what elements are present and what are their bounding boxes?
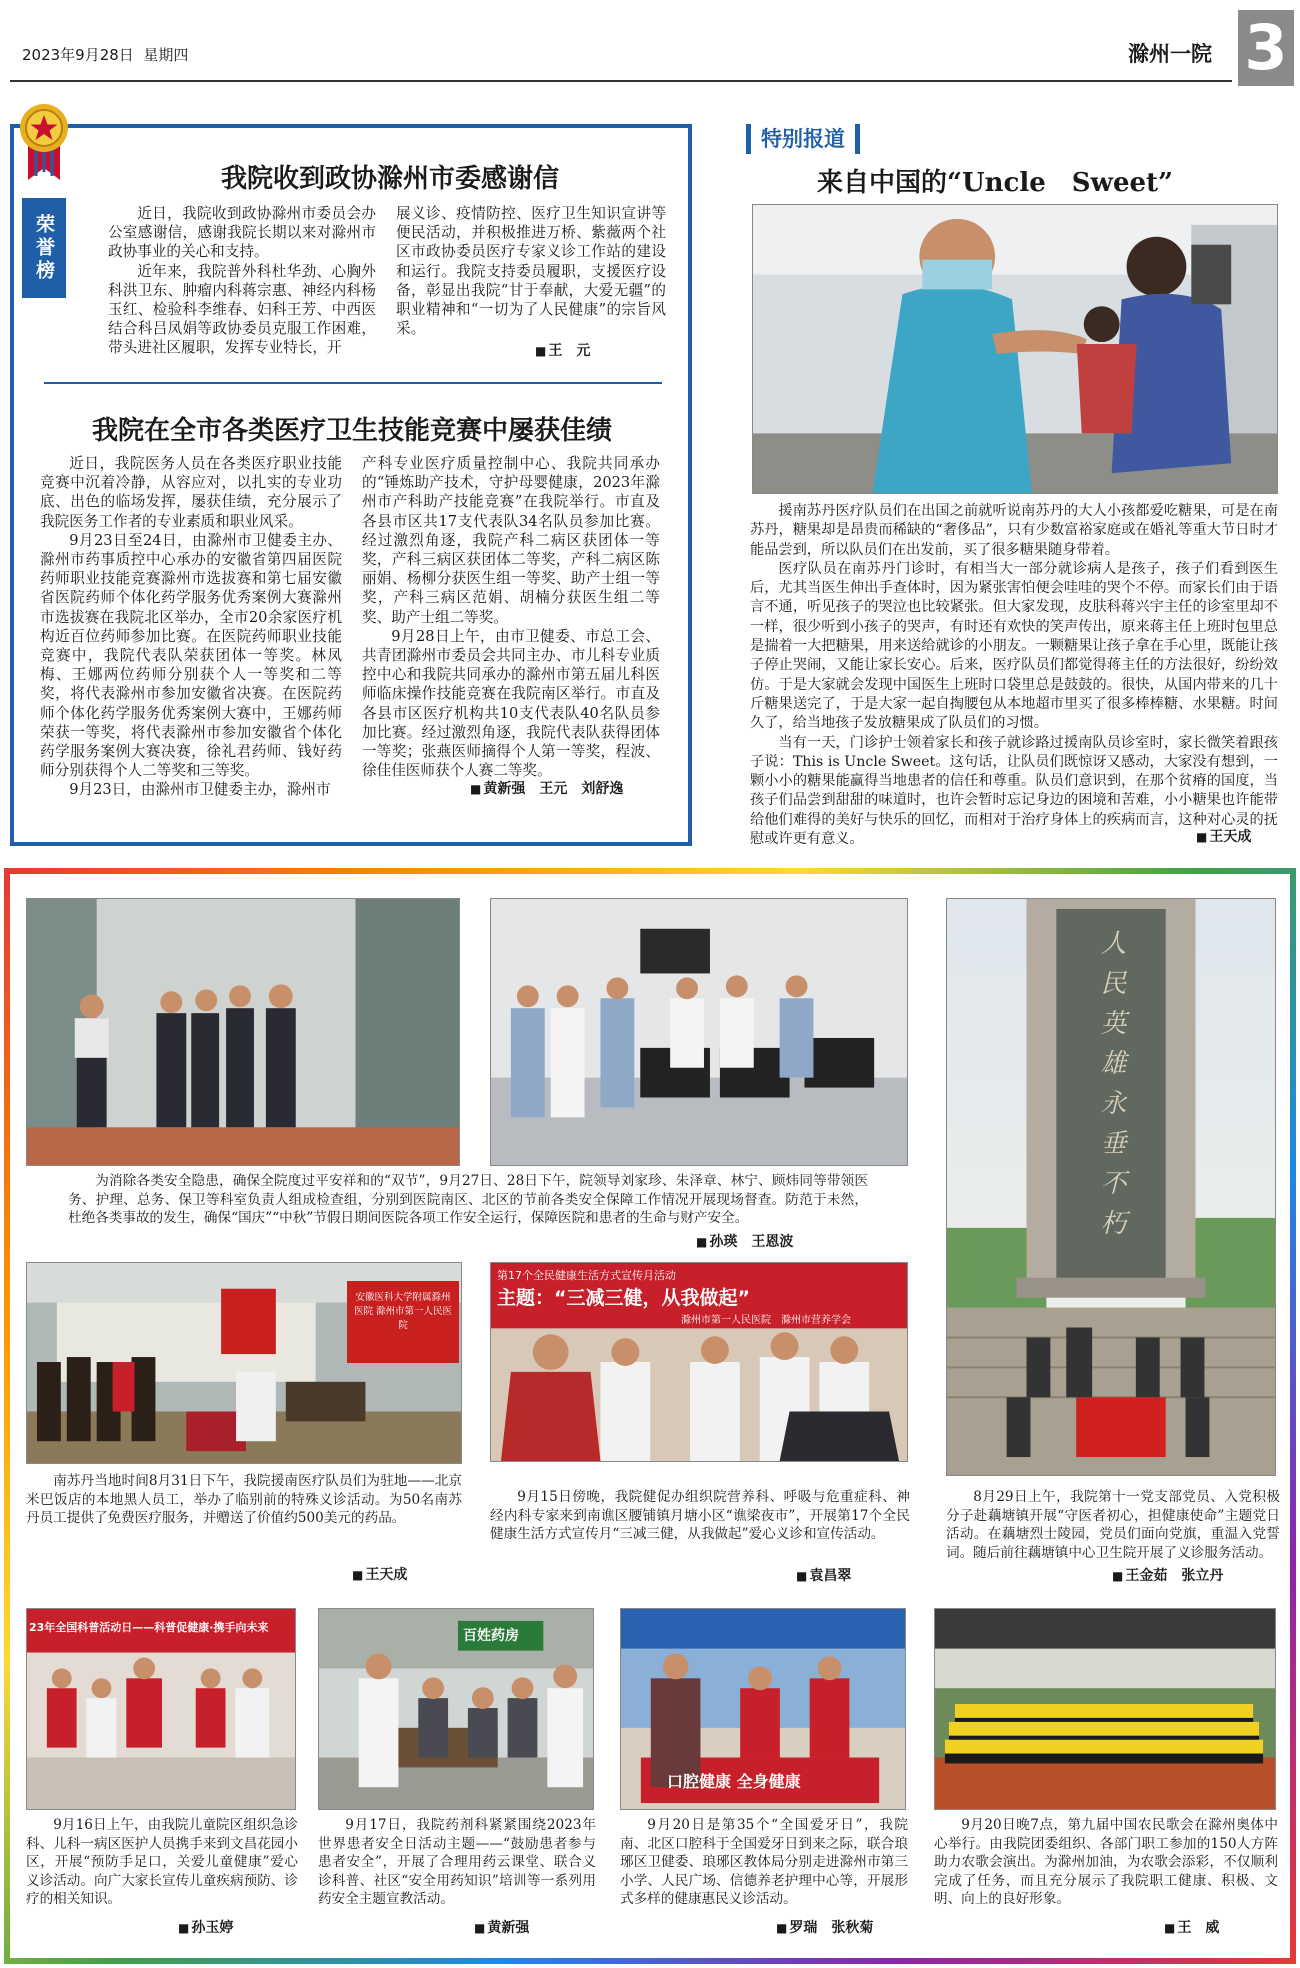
banner-child-clinic: 23年全国科普活动日——科普促健康·携手向未来 [29,1621,269,1634]
byline-special: ■ 王天成 [1196,826,1251,846]
byline-safety-check: ■ 孙瑛 王恩波 [696,1231,793,1251]
banner-dental: 口腔健康 全身健康 [667,1772,801,1791]
byline-child-clinic: ■ 孙玉婷 [178,1917,233,1937]
photo-safety-check-power-room [26,898,460,1166]
photo-doctor-child [752,204,1278,494]
paragraph: 当有一天，门诊护士领着家长和孩子就诊路过援南队员诊室时，家长微笑着跟孩子说：This is Uncle Sweet。这句话，让队员们既惊讶又感动，大家没有想到，一颗小小的糖果能赢得当地患者的信任和尊重。队员们意识到，在那个贫瘠的国度，当孩子们品尝到甜甜的味道时，也许会暂时忘记身边的困境和苦难，小小糖果也许能带给他们难得的美好与快乐的回忆，而相对于治疗身体上的疾病而言，这种对心灵的抚慰或许更有意义。 [750,734,1278,848]
article-contest-col2 [362,454,660,780]
issue-weekday: 星期四 [143,46,189,64]
byline-health-campaign: ■ 袁昌翠 [796,1565,851,1585]
caption-safety-check: 为消除各类安全隐患，确保全院度过平安祥和的“双节”，9月27日、28日下午，院领导刘家珍、朱泽章、林宁、顾炜同等带领医务、护理、总务、保卫等科室负责人组成检查组，分别到医院南区、北区的节前各类安全保障工作情况开展现场督查。防范于未然，杜绝各类事故的发生，确保“国庆”“中秋”节假日期间医院各项工作安全运行，保障医院和患者的生命与财产安全。 [68,1173,868,1227]
paragraph: 9月23日，由滁州市卫健委主办，滁州市 [69,781,331,799]
caption-health-campaign: 9月15日傍晚，我院健促办组织院营养科、呼吸与危重症科、神经内科专家来到南谯区腰铺镇月塘小区“谯梁夜市”，开展第17个全民健康生活方式宣传月“三减三健，从我做起”爱心义诊和宣传活动。 [490,1489,910,1543]
paragraph: 近日，我院收到政协滁州市委员会办公室感谢信，感谢我院长期以来对滁州市政协事业的关心和支持。 [108,205,376,261]
caption-child-clinic: 9月16日上午，由我院儿童院区组织急诊科、儿科一病区医护人员携手来到文昌花园小区，开展“预防手足口，关爱儿童健康”爱心义诊活动。向广大家长宣传儿童疾病预防、诊疗的相关知识。 [26,1817,298,1908]
banner-sudan: 安徽医科大学附属滁州医院 滁州市第一人民医院 [347,1281,459,1363]
honor-ribbon [18,102,70,302]
byline-pharmacy-event: ■ 黄新强 [474,1917,529,1937]
byline-farmer-song: ■ 王 威 [1164,1917,1219,1937]
caption-pharmacy-event: 9月17日，我院药剂科紧紧围绕2023年世界患者安全日活动主题——“鼓励患者参与患者安全”，开展了合理用药云课堂、联合义诊科普、社区“安全用药知识”培训等一系列用药安全主题宣教活动。 [318,1817,596,1908]
article-contest-col1 [40,454,342,800]
special-tag-label: 特别报道 [761,127,845,151]
caption-dental-day: 9月20日是第35个“全国爱牙日”，我院南、北区口腔科于全国爱牙日到来之际，联合琅琊区卫健委、琅琊区教体局分别走进滁州市第三小学、人民广场、信德养老护理中心等，开展形式多样的健康惠民义诊活动。 [620,1817,908,1908]
honor-badge: 荣誉榜 [22,198,66,298]
paragraph: 医疗队员在南苏丹门诊时，有相当大一部分就诊病人是孩子，孩子们看到医生后，尤其当医生伸出手查体时，因为紧张害怕便会哇哇的哭个不停。而家长们由于语言不通，听见孩子的哭泣也比较紧张。但大家发现，皮肤科蒋兴宇主任的诊室里却不一样，很少听到小孩子的哭声，有时还有欢快的笑声传出，原来蒋主任上班时包里总是揣着一大把糖果，用来送给就诊的小朋友。一颗糖果让孩子拿在手心里，既能让孩子停止哭闹，又能让家长安心。后来，医疗队员们都觉得蒋主任的方法很好，纷纷效仿。于是大家就会发现中国医生上班时口袋里总是鼓鼓的。很快，从国内带来的几十斤糖果送完了，于是大家一起自掏腰包从本地超市里买了很多棒棒糖、水果糖。时间久了，给当地孩子发放糖果成了队员们的习惯。 [750,560,1278,732]
issue-date: 2023年9月28日 [22,46,134,64]
article-cppcc-col2 [396,204,666,338]
caption-party-day: 8月29日上午，我院第十一党支部党员、入党积极分子赴藕塘镇开展“守医者初心，担健康使命”主题党日活动。在藕塘烈士陵园，党员们面向党旗，重温入党誓词。随后前往藕塘镇中心卫生院开展了义诊服务活动。 [946,1489,1280,1561]
article-title-contest: 我院在全市各类医疗卫生技能竞赛中屡获佳绩 [91,416,612,446]
photo-pharmacy-event [318,1608,594,1810]
section-divider [44,382,662,384]
photo-dental-day [620,1608,906,1810]
paragraph: 援南苏丹医疗队员们在出国之前就听说南苏丹的大人小孩都爱吃糖果，可是在南苏丹，糖果却是昂贵而稀缺的“奢侈品”，只有少数富裕家庭或在婚礼等重大节日时才能品尝到，所以队员们在出发前，买了很多糖果随身带着。 [750,503,1278,558]
paragraph: 近年来，我院普外科杜华劲、心胸外科洪卫东、肿瘤内科蒋宗惠、神经内科杨玉红、检验科李维春、妇科王芳、中西医结合科吕凤娟等政协委员克服工作困难，带头进社区履职，发挥专业特长，开 [108,262,376,357]
special-body [750,502,1278,849]
byline-party-day: ■ 王金茹 张立丹 [1112,1565,1223,1585]
caption-sudan-clinic: 南苏丹当地时间8月31日下午，我院援南医疗队员们为驻地——北京米巴饭店的本地黑人员工，举办了临别前的特殊义诊活动。为50名南苏丹员工提供了免费医疗服务，并赠送了价值约500美元的药品。 [26,1473,462,1527]
article-cppcc-col1 [108,204,376,358]
photo-health-campaign [490,1262,908,1462]
monument-inscription: 人民英雄永垂不朽 [1096,929,1126,1249]
masthead-date-line [22,44,188,65]
banner-health-org: 滁州市第一人民医院 滁州市营养学会 [681,1315,851,1326]
byline-contest: ■ 黄新强 王元 刘舒逸 [470,778,623,798]
photo-farmer-song [934,1608,1276,1810]
article-title-cppcc: 我院收到政协滁州市委感谢信 [220,164,559,194]
special-title: 来自中国的“Uncle Sweet” [817,168,1173,198]
photo-party-day-monument [946,898,1276,1476]
special-tag [746,124,860,154]
paragraph: 9月28日上午，由市卫健委、市总工会、共青团滁州市委员会共同主办、市儿科专业质控中心和我院共同承办的滁州市第五届儿科医师临床操作技能竞赛在我院南区举行。市直及各县市区医疗机构共10支代表队40名队员参加比赛。经过激烈角逐，我院代表队获得团体一等奖；张燕医师摘得个人第一等奖，程波、徐佳佳医师获个人赛二等奖。 [362,627,660,780]
paragraph: 展义诊、疫情防控、医疗卫生知识宣讲等便民活动，并积极推进万桥、紫薇两个社区市政协委员医疗专家义诊工作站的建设和运行。我院支持委员履职，支援医疗设备，彰显出我院“甘于奉献，大爱无疆”的职业精神和“一切为了人民健康”的宗旨风采。 [396,205,666,338]
photo-child-clinic [26,1608,296,1810]
paragraph: 产科专业医疗质量控制中心、我院共同承办的“锤炼助产技术，守护母婴健康，2023年滁州市产科助产技能竞赛”在我院举行。市直及各县市区共17支代表队34名队员参加比赛。经过激烈角逐，我院产科二病区获团体一等奖，产科三病区获团体二等奖，产科二病区陈丽娟、杨柳分获医生组一等奖、助产士组一等奖，产科三病区范娟、胡楠分获医生组二等奖、助产士组二等奖。 [362,455,660,626]
paragraph: 近日，我院医务人员在各类医疗职业技能竞赛中沉着冷静，从容应对，以扎实的专业功底、出色的临场发挥，屡获佳绩，充分展示了我院医务工作者的专业素质和职业风采。 [40,455,342,530]
masthead-rule [10,80,1232,82]
paper-name: 滁州一院 [1128,42,1212,66]
paragraph: 9月23日至24日，由滁州市卫健委主办、滁州市药事质控中心承办的安徽省第四届医院药师职业技能竞赛滁州市选拔赛和第七届安徽省医院药师个体化药学服务优秀案例大赛滁州市选拔赛在我院北区举办，全市20余家医疗机构近百位药师参加比赛。在医院药师职业技能竞赛中，我院代表队荣获团体一等奖。林凤梅、王娜两位药师分别获个人一等奖和二等奖，将代表滁州市参加安徽省决赛。在医院药师个体化药学服务优秀案例大赛中，王娜药师荣获一等奖，将代表滁州市参加安徽省个体化药学服务案例大赛决赛，徐礼君药师、钱好药师分别获得个人二等奖和三等奖。 [40,531,342,780]
page-number: 3 [1238,10,1294,86]
banner-health-main: 主题：“三减三健，从我做起” [497,1287,750,1309]
caption-farmer-song: 9月20日晚7点，第九届中国农民歌会在滁州奥体中心举行。由我院团委组织、各部门职工参加的150人方阵助力农歌会演出。为滁州加油，为农歌会添彩，不仅顺利完成了任务，而且充分展示了我院职工健康、积极、文明、向上的良好形象。 [934,1817,1278,1908]
pharmacy-sign: 百姓药房 [463,1628,519,1644]
byline-cppcc: ■ 王 元 [535,340,590,360]
byline-dental-day: ■ 罗瑞 张秋菊 [776,1917,873,1937]
banner-health-top: 第17个全民健康生活方式宣传月活动 [497,1269,676,1282]
photo-safety-check-station [490,898,908,1166]
byline-sudan-clinic: ■ 王天成 [352,1564,407,1584]
photo-sudan-clinic [26,1262,462,1464]
